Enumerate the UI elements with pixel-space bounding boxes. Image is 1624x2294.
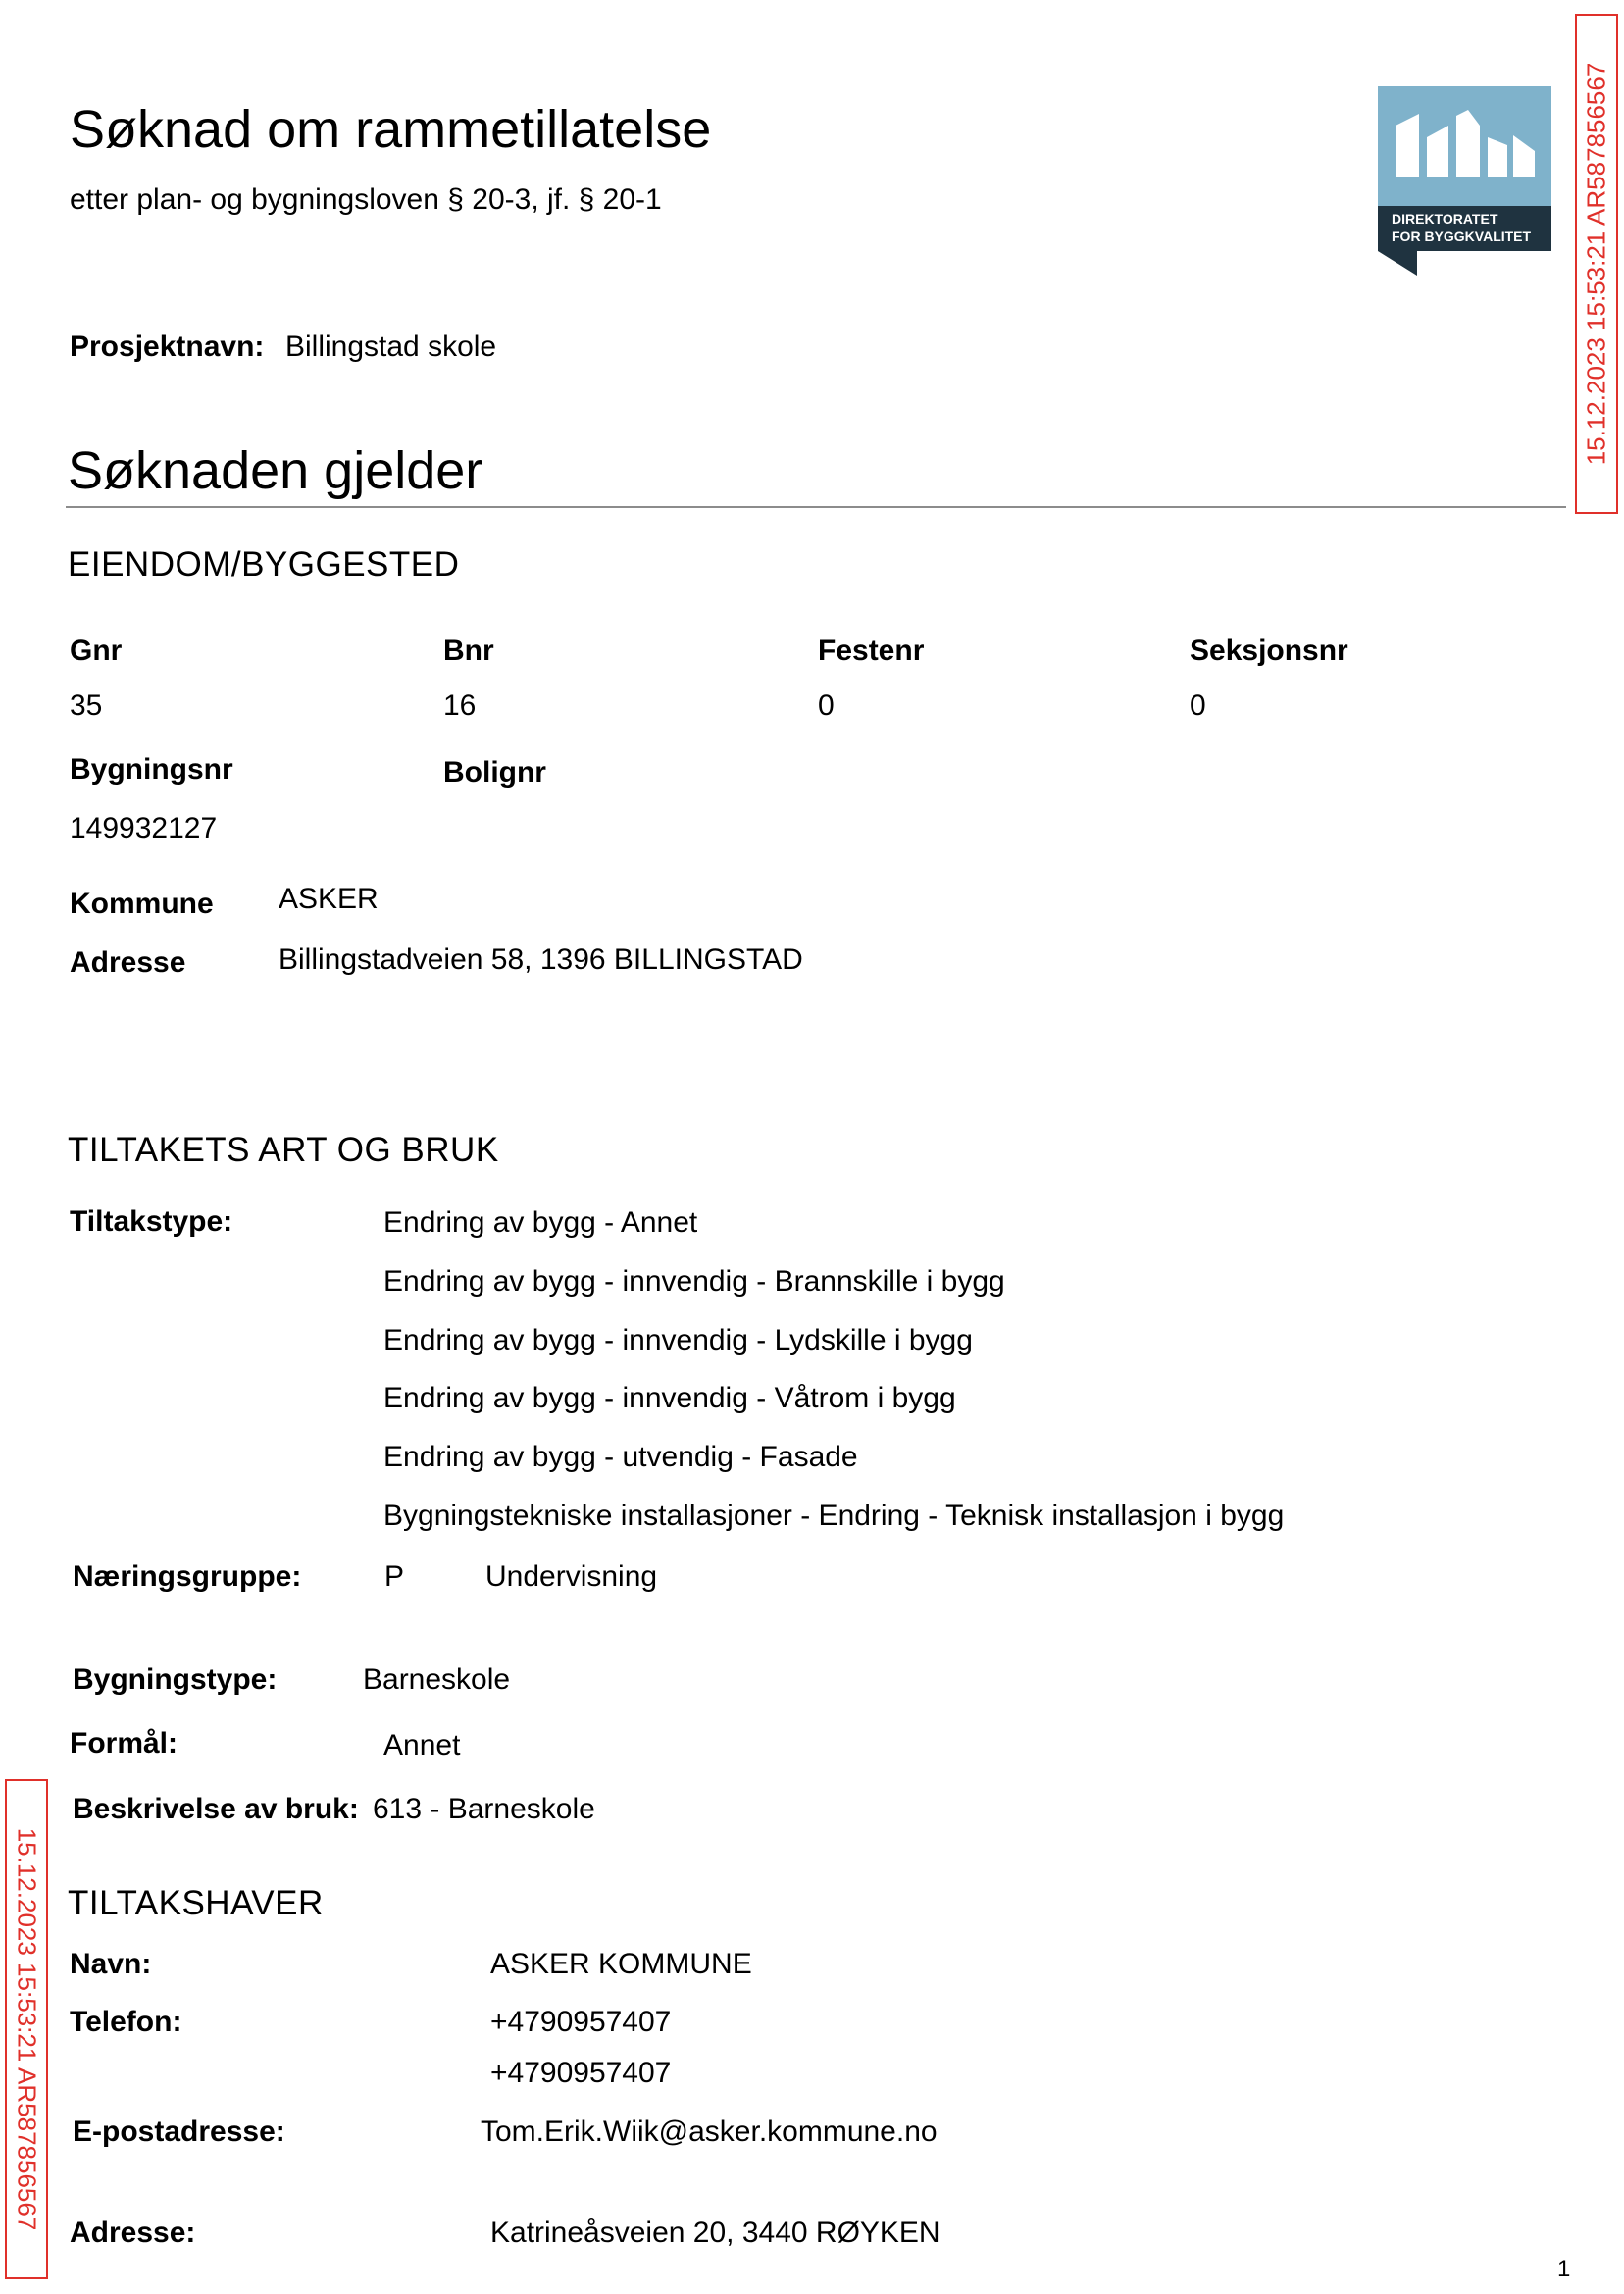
page-number: 1 (1557, 2256, 1571, 2282)
bnr-value: 16 (443, 689, 477, 722)
telefon-value: +4790957407 (490, 2006, 672, 2038)
bygningsnr-label: Bygningsnr (70, 753, 233, 786)
festenr-label: Festenr (818, 635, 925, 667)
logo-text-line2: FOR BYGGKVALITET (1392, 229, 1532, 244)
kommune-value: ASKER (279, 883, 379, 915)
bygningstype-label: Bygningstype: (73, 1663, 278, 1696)
logo-text-line1: DIREKTORATET (1392, 211, 1498, 227)
naeringsgruppe-label: Næringsgruppe: (73, 1560, 302, 1593)
formal-value: Annet (383, 1729, 461, 1761)
project-name-value: Billingstad skole (285, 331, 497, 363)
adresse-label: Adresse (70, 946, 186, 979)
tiltak-heading: TILTAKETS ART OG BRUK (68, 1131, 499, 1169)
kommune-label: Kommune (70, 888, 214, 920)
tiltakstype-label: Tiltakstype: (70, 1205, 233, 1238)
tiltakstype-item: Endring av bygg - innvendig - Våtrom i bygg (383, 1382, 956, 1414)
navn-value: ASKER KOMMUNE (490, 1948, 752, 1980)
formal-label: Formål: (70, 1727, 178, 1759)
dibk-logo (1378, 86, 1551, 276)
dibk-logo-icon (1378, 86, 1551, 276)
tiltakstype-item: Endring av bygg - Annet (383, 1206, 698, 1239)
gnr-label: Gnr (70, 635, 123, 667)
telefon-label: Telefon: (70, 2006, 182, 2038)
seksjonsnr-label: Seksjonsnr (1190, 635, 1348, 667)
seksjonsnr-value: 0 (1190, 689, 1206, 722)
navn-label: Navn: (70, 1948, 152, 1980)
tiltakshaver-adresse-label: Adresse: (70, 2217, 196, 2249)
section-divider (66, 506, 1566, 508)
bolignr-label: Bolignr (443, 756, 546, 789)
bygningsnr-value: 149932127 (70, 812, 218, 844)
tiltakshaver-heading: TILTAKSHAVER (68, 1884, 324, 1922)
property-heading: EIENDOM/BYGGESTED (68, 545, 460, 584)
stamp-text: 15.12.2023 15:53:21 AR587856567 (1581, 62, 1611, 466)
tiltakstype-item: Endring av bygg - utvendig - Fasade (383, 1441, 858, 1473)
received-stamp-right (1575, 14, 1618, 514)
section-heading: Søknaden gjelder (68, 441, 483, 500)
naeringsgruppe-code: P (384, 1560, 405, 1593)
beskrivelse-label: Beskrivelse av bruk: (73, 1793, 359, 1825)
tiltakstype-item: Bygningstekniske installasjoner - Endring - Teknisk installasjon i bygg (383, 1500, 1285, 1532)
tiltakshaver-adresse-value: Katrineåsveien 20, 3440 RØYKEN (490, 2217, 940, 2249)
telefon-value-2: +4790957407 (490, 2057, 672, 2089)
beskrivelse-value: 613 - Barneskole (373, 1793, 595, 1825)
stamp-text: 15.12.2023 15:53:21 AR587856567 (12, 1827, 42, 2231)
epost-value: Tom.Erik.Wiik@asker.kommune.no (481, 2116, 938, 2148)
project-name-label: Prosjektnavn: (70, 331, 265, 363)
epost-label: E-postadresse: (73, 2116, 285, 2148)
adresse-value: Billingstadveien 58, 1396 BILLINGSTAD (279, 943, 803, 976)
bygningstype-value: Barneskole (363, 1663, 511, 1696)
tiltakstype-item: Endring av bygg - innvendig - Brannskille i bygg (383, 1265, 1005, 1298)
received-stamp-left (5, 1779, 48, 2279)
bnr-label: Bnr (443, 635, 494, 667)
document-title: Søknad om rammetillatelse (70, 100, 712, 159)
naeringsgruppe-name: Undervisning (485, 1560, 658, 1593)
tiltakstype-item: Endring av bygg - innvendig - Lydskille i bygg (383, 1324, 973, 1356)
festenr-value: 0 (818, 689, 835, 722)
document-subtitle: etter plan- og bygningsloven § 20-3, jf. § 20-1 (70, 183, 662, 216)
gnr-value: 35 (70, 689, 103, 722)
